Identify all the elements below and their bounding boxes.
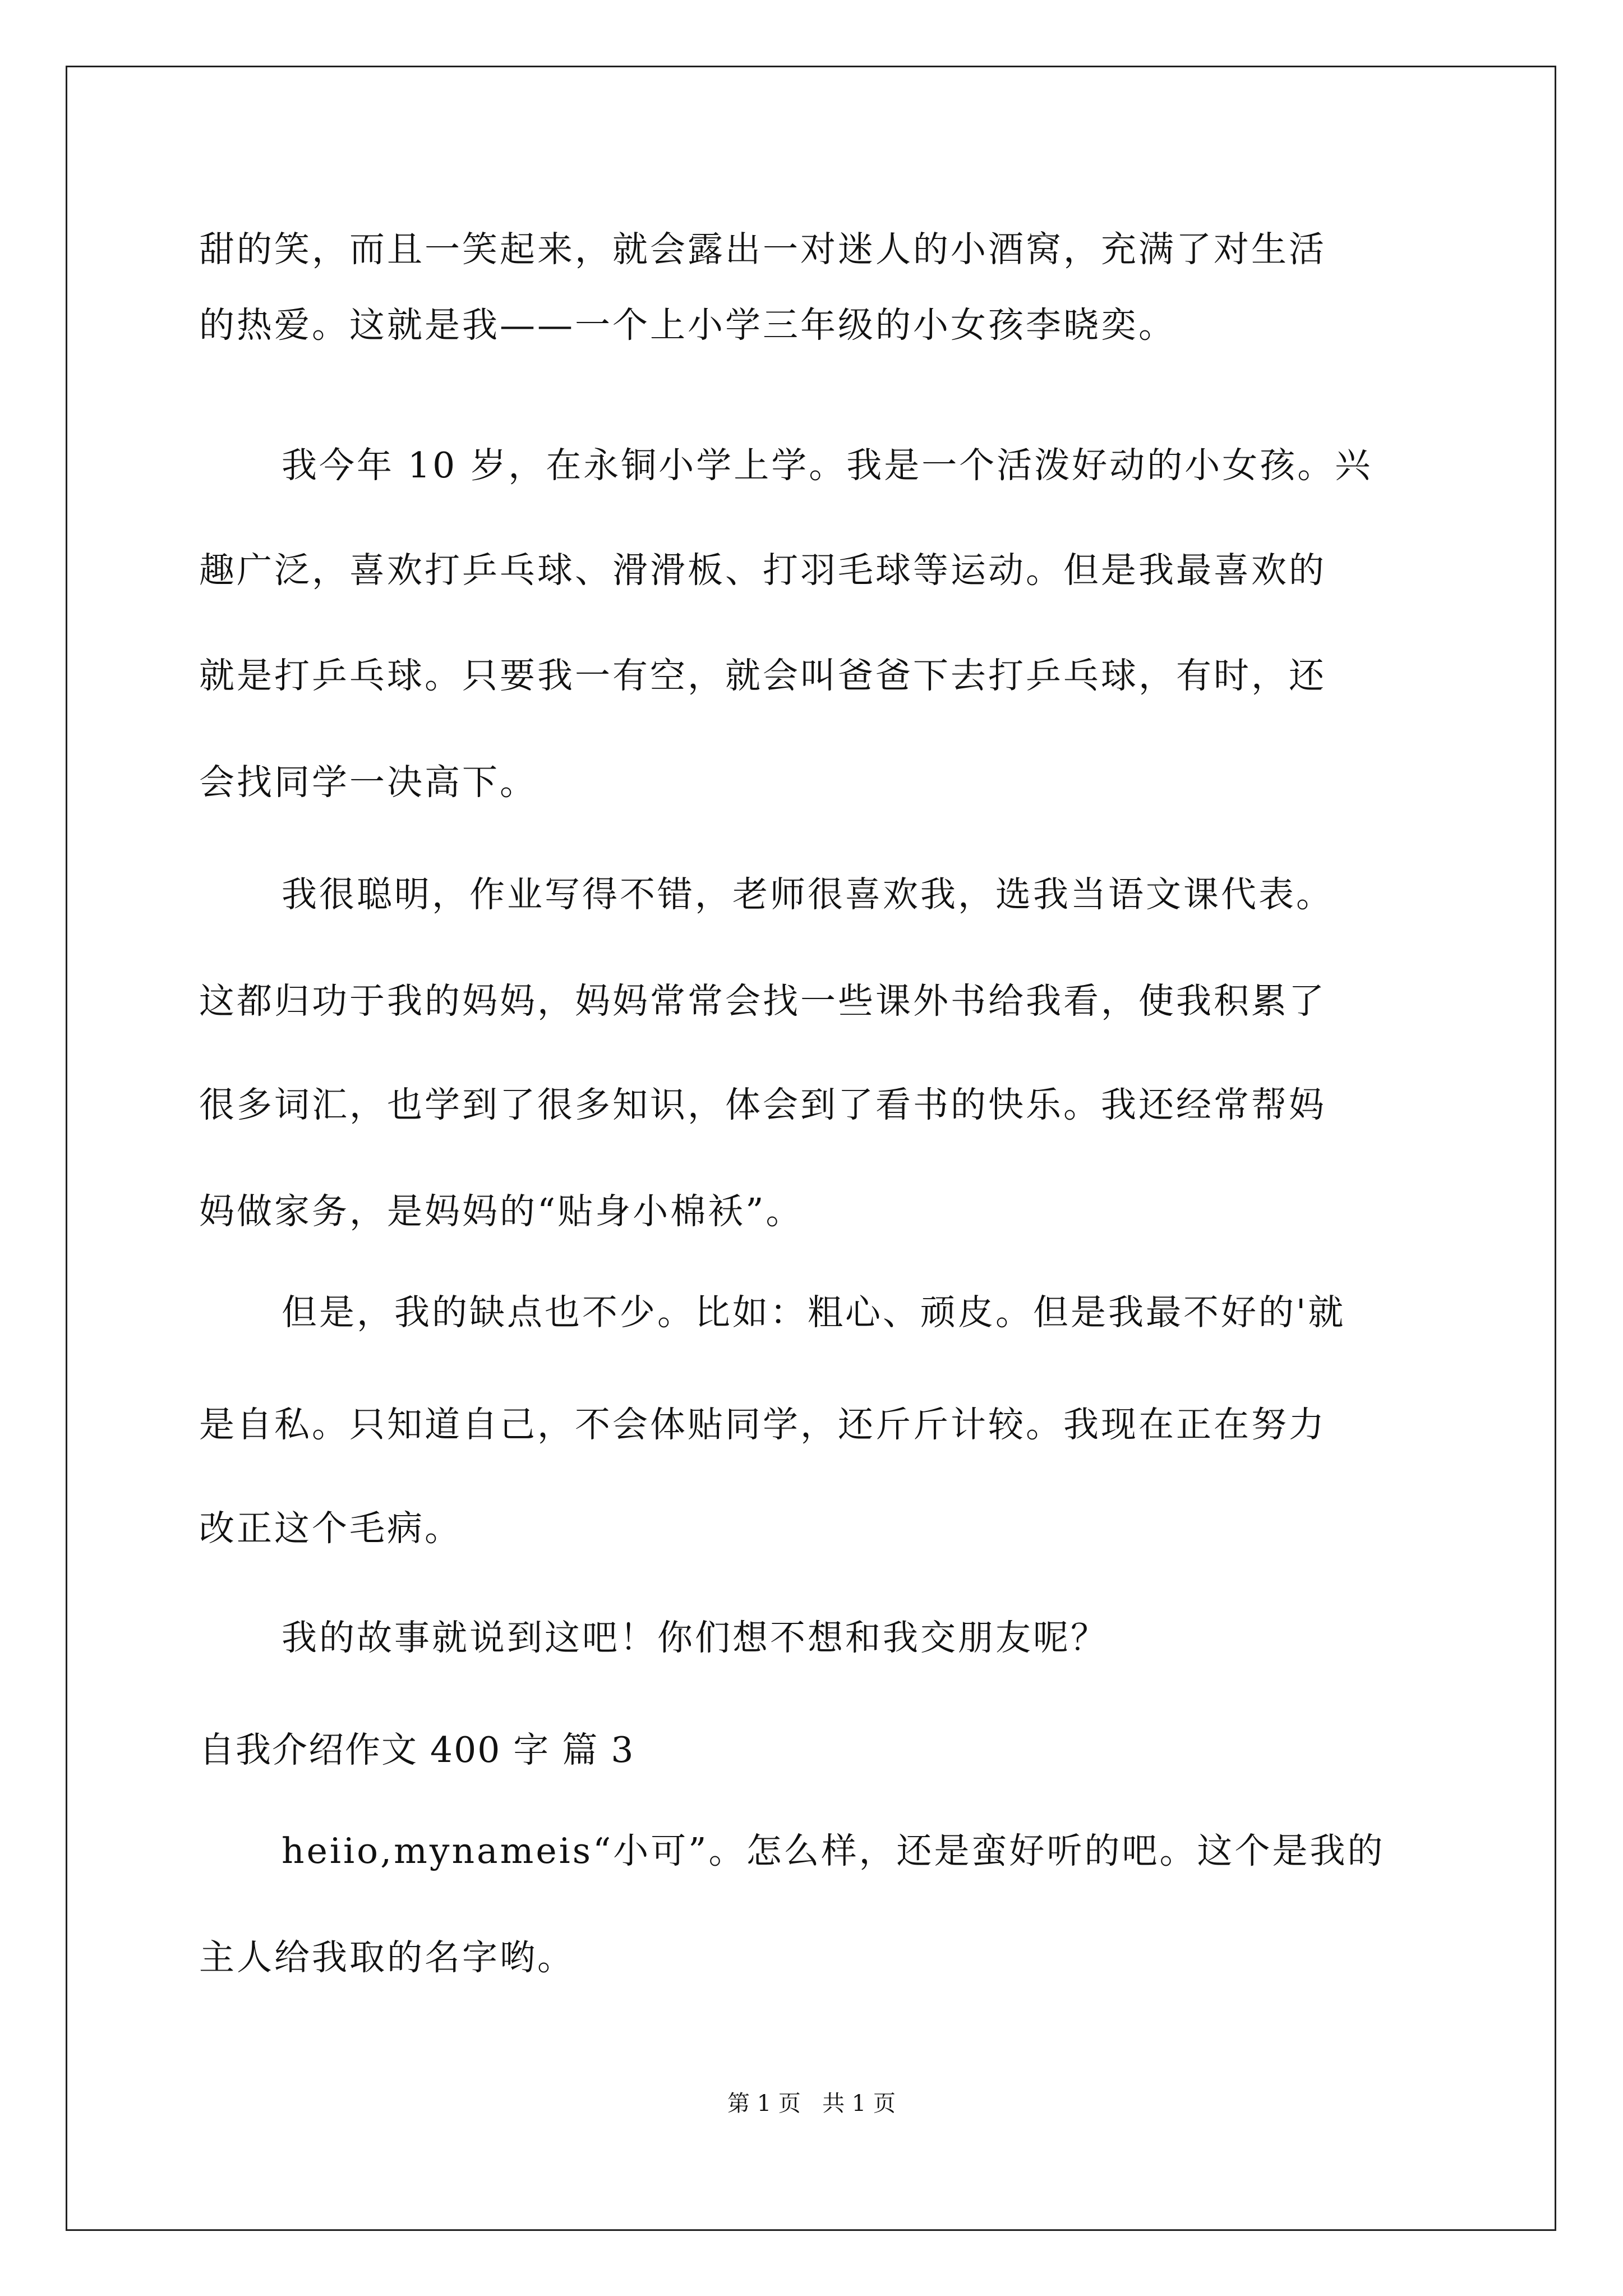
page-border — [66, 66, 1556, 2231]
paragraph-start-line: heiio,mynameis“小可”。怎么样，还是蛮好听的吧。这个是我的 — [282, 1830, 1385, 1871]
text-line: 趣广泛，喜欢打乒乓球、滑滑板、打羽毛球等运动。但是我最喜欢的 — [199, 550, 1326, 591]
paragraph-start-line: 我今年 10 岁，在永铜小学上学。我是一个活泼好动的小女孩。兴 — [282, 445, 1373, 486]
text-line: 这都归功于我的妈妈，妈妈常常会找一些课外书给我看，使我积累了 — [199, 981, 1326, 1022]
paragraph-start-line: 我很聪明，作业写得不错，老师很喜欢我，选我当语文课代表。 — [282, 874, 1334, 915]
text-line: 是自私。只知道自己，不会体贴同学，还斤斤计较。我现在正在努力 — [199, 1404, 1326, 1445]
paragraph-start-line: 我的故事就说到这吧！你们想不想和我交朋友呢？ — [282, 1617, 1108, 1658]
text-line: 改正这个毛病。 — [199, 1508, 462, 1549]
text-line: 的热爱。这就是我——一个上小学三年级的小女孩李晓奕。 — [199, 305, 1176, 346]
paragraph-start-line: 但是，我的缺点也不少。比如：粗心、顽皮。但是我最不好的'就 — [282, 1292, 1346, 1333]
section-heading: 自我介绍作文 400 字 篇 3 — [199, 1729, 635, 1770]
text-line: 妈做家务，是妈妈的“贴身小棉袄”。 — [199, 1191, 804, 1232]
text-line: 会找同学一决高下。 — [199, 762, 537, 803]
text-line: 很多词汇，也学到了很多知识，体会到了看书的快乐。我还经常帮妈 — [199, 1084, 1326, 1125]
text-line: 甜的笑，而且一笑起来，就会露出一对迷人的小酒窝，充满了对生活 — [199, 229, 1326, 270]
text-line: 主人给我取的名字哟。 — [199, 1937, 575, 1978]
page-number-footer: 第 1 页 共 1 页 — [727, 2091, 896, 2116]
text-line: 就是打乒乓球。只要我一有空，就会叫爸爸下去打乒乓球，有时，还 — [199, 655, 1326, 696]
